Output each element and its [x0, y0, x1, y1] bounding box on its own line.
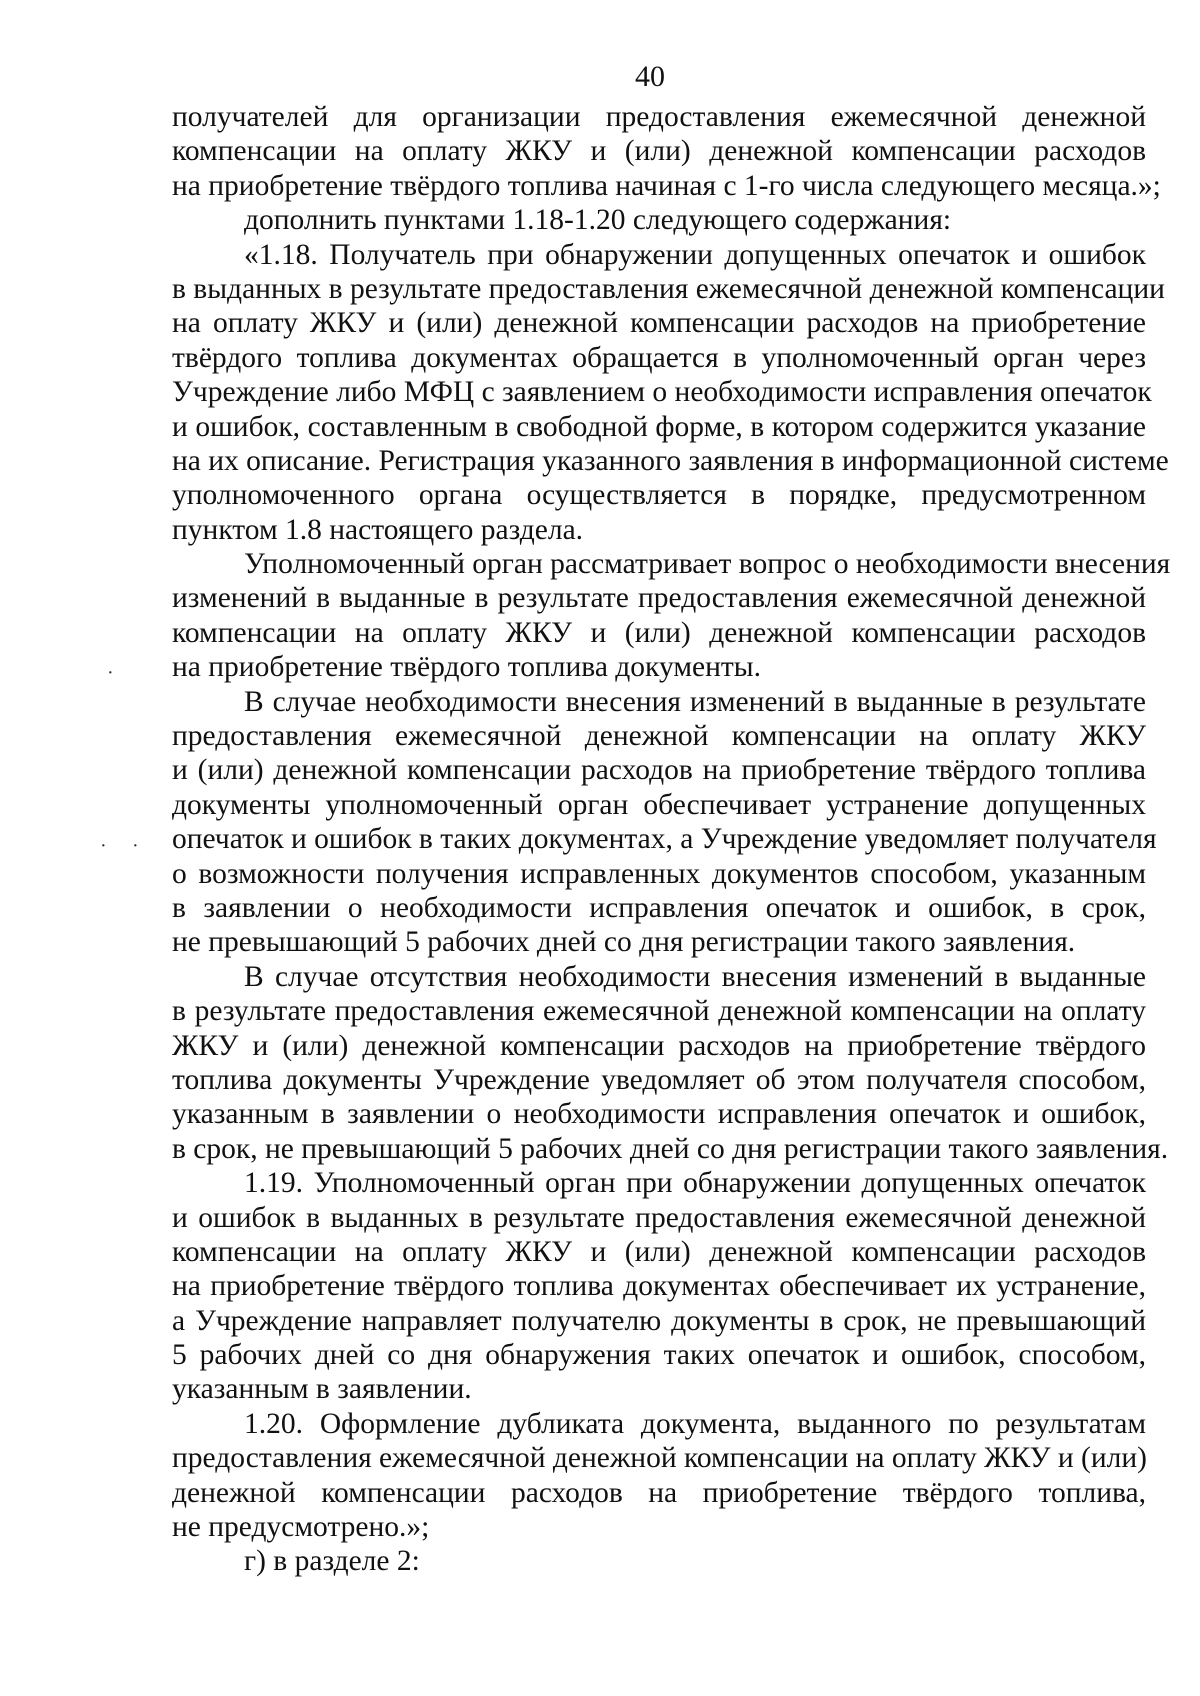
text-line: не предусмотрено.»;	[172, 1511, 430, 1544]
text-line: топлива документы Учреждение уведомляет об этом получателя способом,	[172, 1063, 1146, 1096]
text-line: 5 рабочих дней со дня обнаружения таких опечаток и ошибок, способом,	[172, 1339, 1146, 1372]
text-line: на оплату ЖКУ и (или) денежной компенсации расходов на приобретение	[172, 307, 1146, 340]
page-number: 40	[635, 60, 665, 93]
text-line: о возможности получения исправленных документов способом, указанным	[172, 857, 1146, 890]
text-line: не превышающий 5 рабочих дней со дня регистрации такого заявления.	[172, 926, 1076, 959]
text-line: Учреждение либо МФЦ с заявлением о необходимости исправления опечаток	[172, 376, 1152, 409]
text-line: указанным в заявлении.	[172, 1373, 472, 1406]
text-line: изменений в выданные в результате предоставления ежемесячной денежной	[172, 582, 1146, 615]
text-line: документы уполномоченный орган обеспечивает устранение допущенных	[172, 788, 1146, 821]
text-line: опечаток и ошибок в таких документах, а Учреждение уведомляет получателя	[172, 823, 1157, 856]
text-line: предоставления ежемесячной денежной компенсации на оплату ЖКУ	[172, 720, 1146, 753]
text-line: 1.20. Оформление дубликата документа, выданного по результатам	[244, 1407, 1146, 1440]
text-line: денежной компенсации расходов на приобретение твёрдого топлива,	[172, 1476, 1146, 1509]
document-body	[172, 100, 1171, 1579]
text-line: и (или) денежной компенсации расходов на приобретение твёрдого топлива	[172, 754, 1146, 787]
text-line: В случае отсутствия необходимости внесения изменений в выданные	[244, 960, 1146, 993]
text-line: 1.19. Уполномоченный орган при обнаружении допущенных опечаток	[244, 1167, 1146, 1200]
text-line: Уполномоченный орган рассматривает вопрос о необходимости внесения	[244, 548, 1171, 581]
scan-speck: ·	[107, 662, 114, 684]
text-line: г) в разделе 2:	[244, 1545, 420, 1578]
text-line: на приобретение твёрдого топлива документы.	[172, 651, 761, 684]
text-line: и ошибок в выданных в результате предоставления ежемесячной денежной	[172, 1201, 1146, 1234]
text-line: в результате предоставления ежемесячной денежной компенсации на оплату	[172, 995, 1146, 1028]
text-line: получателей для организации предоставления ежемесячной денежной	[172, 101, 1146, 133]
text-line: компенсации на оплату ЖКУ и (или) денежной компенсации расходов	[172, 135, 1146, 168]
text-line: В случае необходимости внесения изменений в выданные в результате	[244, 685, 1146, 718]
text-line: уполномоченного органа осуществляется в порядке, предусмотренном	[172, 479, 1146, 512]
text-line: компенсации на оплату ЖКУ и (или) денежной компенсации расходов	[172, 1235, 1146, 1268]
text-line: в срок, не превышающий 5 рабочих дней со дня регистрации такого заявления.	[172, 1132, 1169, 1165]
text-line: предоставления ежемесячной денежной компенсации на оплату ЖКУ и (или)	[172, 1442, 1147, 1475]
text-line: на их описание. Регистрация указанного заявления в информационной системе	[172, 444, 1169, 477]
text-line: и ошибок, составленным в свободной форме, в котором содержится указание	[172, 410, 1146, 443]
text-line: в заявлении о необходимости исправления опечаток и ошибок, в срок,	[172, 891, 1146, 924]
text-line: а Учреждение направляет получателю документы в срок, не превышающий	[172, 1304, 1146, 1337]
scan-speck: ·	[100, 835, 107, 857]
text-line: на приобретение твёрдого топлива начиная с 1-го числа следующего месяца.»;	[172, 169, 1161, 202]
text-line: на приобретение твёрдого топлива документах обеспечивает их устранение,	[172, 1270, 1146, 1303]
text-line: компенсации на оплату ЖКУ и (или) денежной компенсации расходов	[172, 616, 1146, 649]
text-line: «1.18. Получатель при обнаружении допущенных опечаток и ошибок	[244, 238, 1146, 271]
text-line: твёрдого топлива документах обращается в уполномоченный орган через	[172, 341, 1146, 374]
text-line: в выданных в результате предоставления ежемесячной денежной компенсации	[172, 272, 1165, 305]
text-line: ЖКУ и (или) денежной компенсации расходов на приобретение твёрдого	[172, 1029, 1146, 1062]
text-line: дополнить пунктами 1.18-1.20 следующего содержания:	[244, 204, 952, 237]
text-line: указанным в заявлении о необходимости исправления опечаток и ошибок,	[172, 1098, 1146, 1131]
text-line: пунктом 1.8 настоящего раздела.	[172, 513, 584, 546]
scan-speck: ·	[132, 835, 139, 857]
